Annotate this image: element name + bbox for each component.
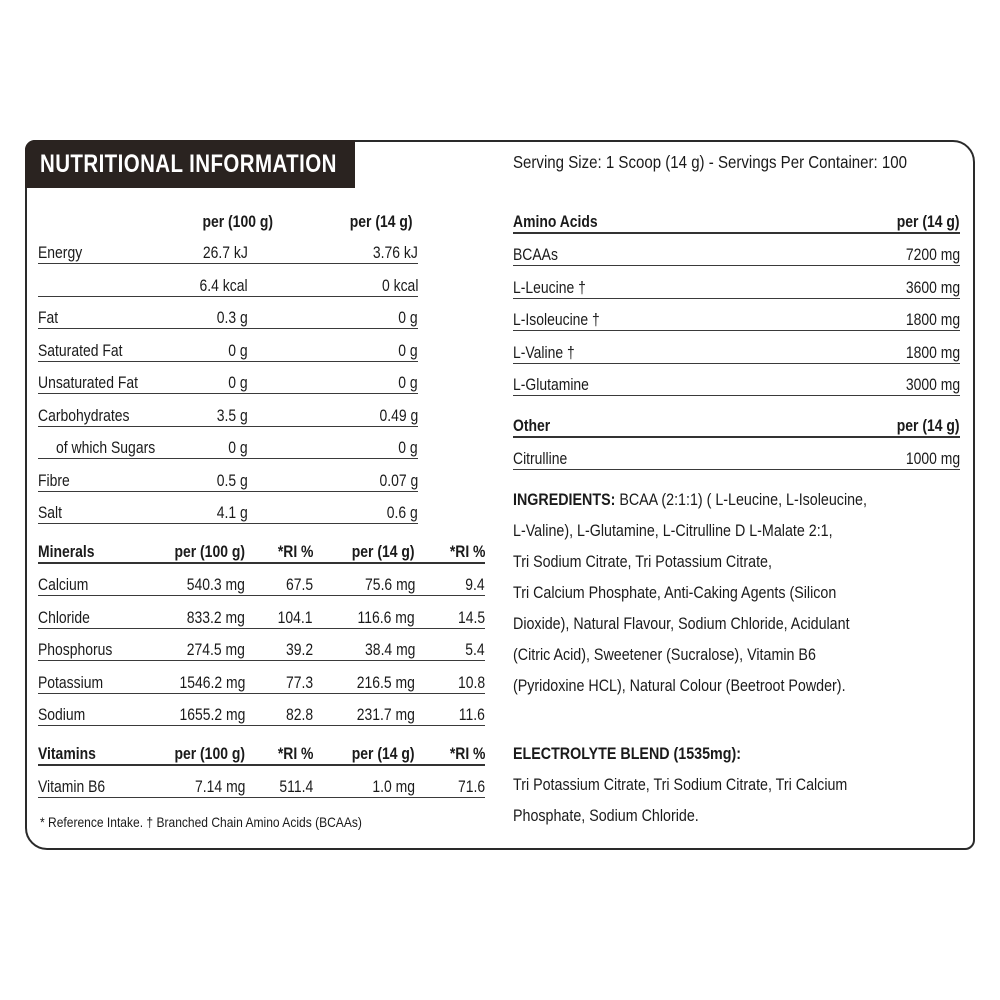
ingredients-line: Tri Calcium Phosphate, Anti-Caking Agents (Silicon: [513, 583, 837, 602]
amino-cell: L-Leucine †: [513, 277, 586, 297]
amino-row: [513, 266, 960, 299]
nutrition-label: Energy: [38, 243, 83, 262]
amino-cell: L-Glutamine: [513, 375, 589, 394]
nutrition-per14: 0.07 g: [379, 470, 419, 490]
ingredients-line: L-Valine), L-Glutamine, L-Citrulline D L-Malate 2:1,: [513, 521, 833, 540]
nutrition-per100: 6.4 kcal: [199, 275, 248, 295]
amino-cell: L-Valine †: [513, 342, 575, 362]
minerals-table: [38, 530, 485, 726]
vitamins-header-cell: *RI %: [277, 743, 313, 763]
minerals-cell: Chloride: [38, 607, 90, 627]
minerals-header-cell: per (14 g): [352, 541, 415, 561]
nutrition-label: Carbohydrates: [38, 405, 130, 425]
footnote: * Reference Intake. † Branched Chain Amino Acids (BCAAs): [40, 814, 362, 830]
minerals-row: [38, 563, 485, 596]
nutrition-label: Salt: [38, 503, 63, 522]
other-header-cell: per (14 g): [897, 415, 960, 435]
other-table: [513, 404, 960, 470]
minerals-cell: 10.8: [457, 672, 485, 692]
nutrition-per14: 0 g: [398, 438, 419, 457]
panel-title: NUTRITIONAL INFORMATION: [25, 140, 355, 188]
nutrition-row: [38, 264, 485, 297]
nutrition-row: [38, 361, 485, 394]
header-per14: per (14 g): [350, 211, 414, 231]
nutrition-per14: 0 g: [398, 308, 419, 327]
nutrition-per100: 0 g: [228, 373, 248, 392]
nutrition-per100: 26.7 kJ: [203, 243, 248, 262]
other-header: [513, 404, 960, 437]
minerals-cell: 9.4: [465, 575, 485, 594]
other-header-cell: Other: [513, 415, 551, 435]
vitamins-cell: 71.6: [457, 777, 485, 796]
amino-cell: 3000 mg: [905, 375, 960, 394]
vitamins-header-cell: per (100 g): [174, 743, 245, 763]
minerals-cell: Calcium: [38, 575, 89, 594]
minerals-cell: 5.4: [465, 640, 485, 659]
nutrition-per100: 3.5 g: [216, 405, 248, 425]
nutrition-per100: 0.5 g: [216, 470, 248, 490]
minerals-cell: 1546.2 mg: [179, 672, 245, 692]
vitamins-header-cell: Vitamins: [38, 743, 96, 763]
vitamins-header-cell: *RI %: [449, 743, 485, 763]
minerals-cell: 67.5: [285, 575, 313, 594]
nutrition-per100: 0 g: [228, 340, 248, 360]
minerals-row: [38, 596, 485, 629]
amino-cell: 7200 mg: [905, 245, 960, 264]
vitamins-header-cell: per (14 g): [352, 743, 415, 763]
minerals-cell: 77.3: [285, 672, 313, 692]
nutrition-label: Fat: [38, 308, 59, 327]
serving-info: Serving Size: 1 Scoop (14 g) - Servings Per Container: 100: [513, 152, 908, 172]
minerals-row: [38, 693, 485, 726]
nutrition-header: [38, 200, 485, 232]
minerals-cell: 75.6 mg: [364, 575, 415, 594]
minerals-cell: 38.4 mg: [364, 640, 415, 659]
minerals-cell: 216.5 mg: [356, 672, 415, 692]
minerals-row: [38, 661, 485, 694]
vitamins-header: [38, 732, 485, 765]
amino-cell: 1800 mg: [905, 342, 960, 362]
nutrition-label: Unsaturated Fat: [38, 373, 138, 392]
minerals-cell: 1655.2 mg: [179, 705, 245, 724]
ingredients-line: Tri Sodium Citrate, Tri Potassium Citrate,: [513, 552, 772, 571]
nutrition-label: Fibre: [38, 470, 70, 490]
ingredients-line: (Pyridoxine HCL), Natural Colour (Beetroot Powder).: [513, 676, 846, 695]
amino-cell: 1800 mg: [905, 310, 960, 329]
minerals-cell: 833.2 mg: [186, 607, 245, 627]
electrolyte-heading: ELECTROLYTE BLEND (1535mg):: [513, 744, 741, 763]
vitamins-cell: 1.0 mg: [372, 777, 415, 796]
minerals-cell: 116.6 mg: [357, 607, 415, 627]
minerals-header-cell: *RI %: [449, 541, 485, 561]
other-cell: Citrulline: [513, 449, 568, 468]
nutrition-row: [38, 296, 485, 329]
minerals-cell: 14.5: [457, 607, 485, 627]
electrolyte-line: Tri Potassium Citrate, Tri Sodium Citrate, Tri Calcium: [513, 775, 848, 794]
ingredients-heading: INGREDIENTS:: [513, 490, 616, 509]
minerals-header-cell: per (100 g): [174, 541, 245, 561]
other-cell: 1000 mg: [905, 449, 960, 468]
other-row: [513, 437, 960, 470]
amino-row: [513, 331, 960, 364]
minerals-cell: 104.1: [278, 607, 313, 627]
electrolyte-block: [513, 738, 983, 831]
nutrition-label: Saturated Fat: [38, 340, 123, 360]
nutrition-per14: 3.76 kJ: [373, 243, 419, 262]
ingredients-line: (Citric Acid), Sweetener (Sucralose), Vitamin B6: [513, 645, 816, 664]
nutrition-per14: 0.6 g: [387, 503, 419, 522]
vitamins-row: [38, 765, 485, 798]
minerals-header-cell: *RI %: [277, 541, 313, 561]
ingredients-line: Dioxide), Natural Flavour, Sodium Chloride, Acidulant: [513, 614, 850, 633]
nutrition-label: of which Sugars: [56, 438, 156, 457]
amino-header-cell: Amino Acids: [513, 211, 598, 231]
minerals-cell: Phosphorus: [38, 640, 113, 659]
minerals-cell: 274.5 mg: [186, 640, 245, 659]
vitamins-cell: 7.14 mg: [194, 777, 245, 796]
nutrition-table: [38, 200, 485, 524]
minerals-cell: Sodium: [38, 705, 86, 724]
nutrition-per100: 0.3 g: [216, 308, 248, 327]
minerals-row: [38, 628, 485, 661]
nutrition-per14: 0 g: [398, 373, 419, 392]
nutrition-per100: 4.1 g: [216, 503, 248, 522]
amino-header: [513, 200, 960, 233]
nutrition-row: [38, 426, 485, 459]
amino-cell: 3600 mg: [905, 277, 960, 297]
vitamins-cell: Vitamin B6: [38, 777, 106, 796]
nutrition-row: [38, 459, 485, 492]
nutrition-per14: 0.49 g: [379, 405, 419, 425]
minerals-cell: 231.7 mg: [356, 705, 415, 724]
vitamins-table: [38, 732, 485, 798]
nutrition-per100: 0 g: [228, 438, 248, 457]
nutrition-row: [38, 394, 485, 427]
minerals-header: [38, 530, 485, 563]
amino-cell: BCAAs: [513, 245, 558, 264]
amino-header-cell: per (14 g): [897, 211, 960, 231]
minerals-cell: 82.8: [285, 705, 313, 724]
nutrition-row: [38, 232, 485, 264]
minerals-cell: 39.2: [285, 640, 313, 659]
nutrition-row: [38, 329, 485, 362]
amino-row: [513, 298, 960, 331]
nutrition-per14: 0 kcal: [381, 275, 419, 295]
nutrition-row: [38, 491, 485, 524]
amino-row: [513, 363, 960, 396]
minerals-cell: Potassium: [38, 672, 104, 692]
ingredients-line: INGREDIENTS: BCAA (2:1:1) ( L-Leucine, L-Isoleucine,: [513, 490, 867, 509]
ingredients-block: [513, 484, 983, 701]
minerals-cell: 540.3 mg: [186, 575, 245, 594]
electrolyte-line: Phosphate, Sodium Chloride.: [513, 806, 699, 825]
minerals-header-cell: Minerals: [38, 541, 95, 561]
amino-cell: L-Isoleucine †: [513, 310, 600, 329]
vitamins-cell: 511.4: [279, 777, 313, 796]
amino-acids-table: [513, 200, 960, 396]
header-per100: per (100 g): [202, 211, 274, 231]
nutrition-per14: 0 g: [398, 340, 419, 360]
amino-row: [513, 233, 960, 266]
minerals-cell: 11.6: [458, 705, 485, 724]
